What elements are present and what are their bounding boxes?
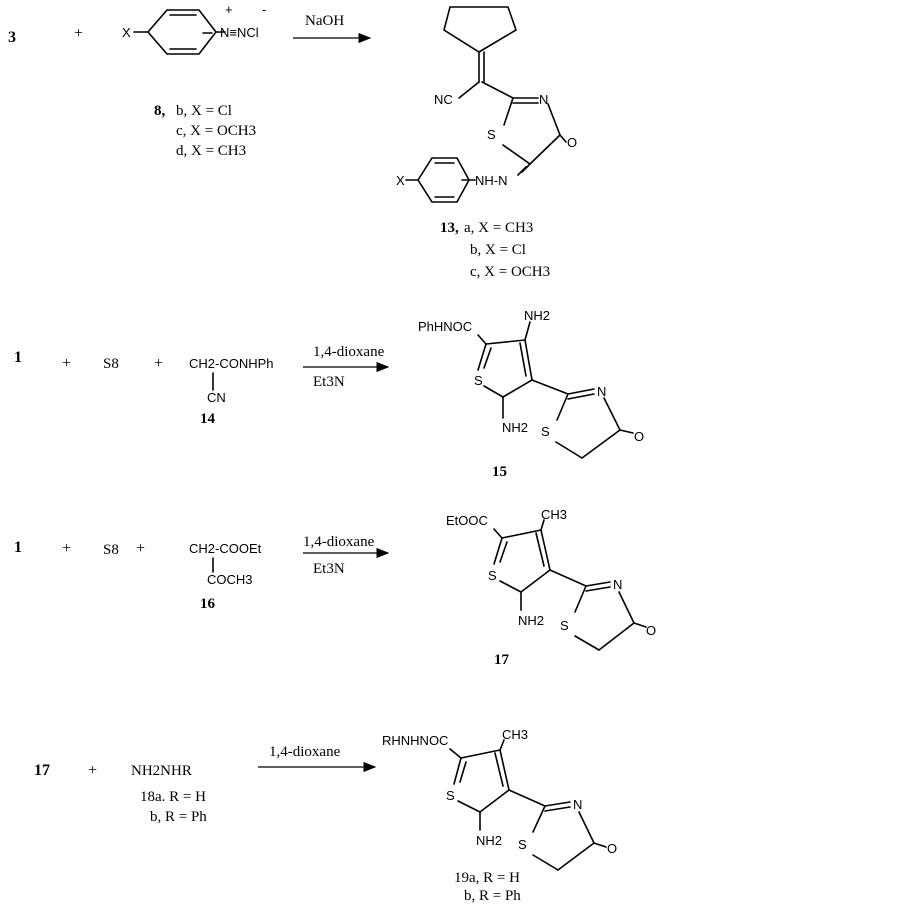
cyclopentylidene-ring [444,7,516,52]
amino-group: NH2 [476,833,503,848]
nitrile-group: NC [434,92,453,107]
reactant-1-label: 1 [14,539,22,556]
ester-substituent: EtOOC [446,513,488,528]
reactant-17-label: 17 [34,762,50,779]
aryl-x-substituent: X [396,173,405,188]
product-13 [396,7,577,202]
ring-nitrogen: N [613,577,623,592]
compound-8c: c, X = OCH3 [176,123,257,139]
compound-19b: b, R = Ph [464,888,521,904]
carbonyl-oxygen: O [634,429,645,444]
hydrazine-reagent: NH2NHR [131,763,192,779]
reagent-16-acetyl: COCH3 [207,572,253,587]
plus-sign-2: + [136,540,146,557]
methyl-group: CH3 [541,507,568,522]
amide-substituent: PhHNOC [418,319,473,334]
x-substituent: X [122,25,131,40]
condition-dioxane: 1,4-dioxane [313,344,385,360]
reactant-3-label: 3 [8,29,16,46]
compound-8b: b, X = Cl [176,103,232,119]
compound-18b: b, R = Ph [150,809,207,825]
plus-sign-2: + [154,355,164,372]
condition-naoh: NaOH [305,13,345,29]
thiophene-sulfur: S [474,373,483,388]
negative-charge: - [262,2,267,17]
condition-dioxane: 1,4-dioxane [269,744,341,760]
compound-18a: 18a. R = H [140,789,206,805]
hydrazide-substituent: RHNHNOC [382,733,449,748]
compound-19a: 19a, R = H [454,870,520,886]
plus-sign: + [88,762,98,779]
benzene-ring [148,10,216,54]
compound-8-label: 8, [154,103,166,119]
ring-sulfur: S [541,424,550,439]
carbonyl-oxygen: O [607,841,618,856]
diazonium-group: N≡NCl [220,25,259,40]
diazonium-salt-8 [122,2,266,54]
compound-13a: a, X = CH3 [464,220,534,236]
compound-16-label: 16 [200,596,215,612]
ring-sulfur: S [487,127,496,142]
reaction-3 [14,507,656,668]
reagent-14-chain: CH2-CONHPh [189,356,274,371]
reagent-14-nitrile: CN [207,390,226,405]
compound-14-label: 14 [200,411,215,427]
reaction-1 [8,2,577,280]
plus-sign: + [74,25,84,42]
reaction-4 [34,727,617,904]
ring-nitrogen: N [539,92,549,107]
product-19 [382,727,617,870]
ring-nitrogen: N [597,384,607,399]
reaction-2 [14,308,644,480]
product-17 [446,507,656,650]
thiophene-sulfur: S [446,788,455,803]
ring-sulfur: S [518,837,527,852]
condition-et3n: Et3N [313,374,345,390]
amino-group-top: NH2 [524,308,551,323]
compound-13-label: 13, [440,220,459,236]
sulfur-s8: S8 [103,356,119,372]
compound-13c: c, X = OCH3 [470,264,551,280]
carbonyl-oxygen: O [567,135,578,150]
compound-15-label: 15 [492,464,507,480]
plus-sign: + [62,540,72,557]
ring-nitrogen: N [573,797,583,812]
amino-group-bottom: NH2 [502,420,529,435]
compound-8d: d, X = CH3 [176,143,247,159]
carbonyl-oxygen: O [646,623,657,638]
methyl-group: CH3 [502,727,529,742]
positive-charge: + [225,2,233,17]
reactant-1-label: 1 [14,349,22,366]
sulfur-s8: S8 [103,542,119,558]
hydrazone-linker: NH-N [475,173,508,188]
thiophene-sulfur: S [488,568,497,583]
ring-sulfur: S [560,618,569,633]
compound-13b: b, X = Cl [470,242,526,258]
condition-et3n: Et3N [313,561,345,577]
compound-17-label: 17 [494,652,509,668]
plus-sign: + [62,355,72,372]
reagent-16-chain: CH2-COOEt [189,541,262,556]
product-15 [418,308,644,458]
amino-group: NH2 [518,613,545,628]
condition-dioxane: 1,4-dioxane [303,534,375,550]
